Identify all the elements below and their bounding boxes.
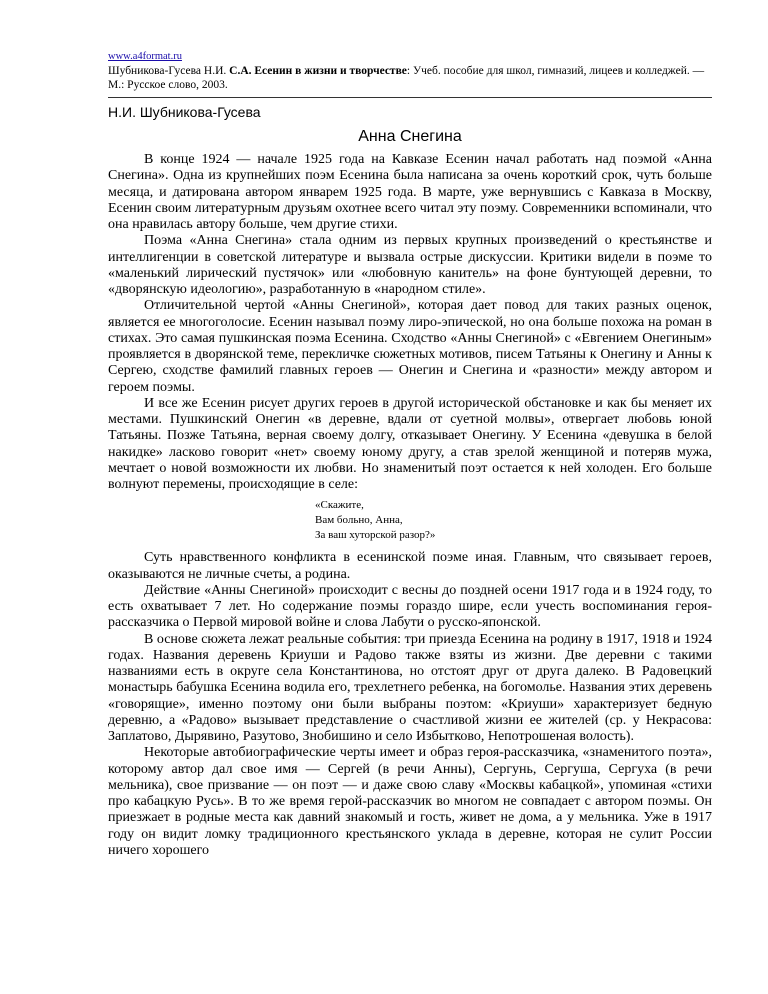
paragraph: Суть нравственного конфликта в есенинской поэме иная. Главным, что связывает героев, оказываются не личные счеты, а родина. [108, 550, 712, 582]
paragraph: Поэма «Анна Снегина» стала одним из первых крупных произведений о крестьянстве и интеллигенции в советской литературе и вызвала острые дискуссии. Критики видели в поэме то «маленький лирический пустячок» или «любовную канитель» на фоне бунтующей деревни, то «дворянскую идеологию», разработанную в «народном стиле». [108, 233, 712, 297]
paragraph: В основе сюжета лежат реальные события: три приезда Есенина на родину в 1917, 1918 и 1924 годах. Названия деревень Криуши и Радово также взяты из жизни. Две деревни с такими названиями есть в округе села Константинова, но отстоят друг от друга далеко. В Радовецкий монастырь бабушка Есенина водила его, трехлетнего ребенка, на богомолье. Названия этих деревень «говорящие», именно поэтому они были выбраны поэтом: «Криуши» характеризует бедную деревню, а «Радово» вызывает представление о счастливой жизни ее жителей (ср. у Некрасова: Заплатово, Дырявино, Разутово, Знобишино и село Избытково, Непотрошеная волость). [108, 631, 712, 744]
verse-line: «Скажите, [315, 499, 364, 512]
citation-publisher: : Учеб. пособие для школ, гимназий, лицеев и колледжей. — М.: Русское слово, 2003. [108, 65, 705, 91]
paragraph: И все же Есенин рисует других героев в другой исторической обстановке и как бы меняет их местами. Пушкинский Онегин «в деревне, вдали от суетной молвы», отвергает любовь юной Татьяны. Позже Татьяна, верная своему долгу, отказывает Онегину. У Есенина «девушка в белой накидке» ласково говорит «нет» своему юному другу, а став зрелой женщиной и потеряв мужа, мечтает о новой возможности их любви. Но знаменитый поэт остается к ней холоден. Его больше волнуют перемены, происходящие в селе: [108, 395, 712, 492]
verse-line: Вам больно, Анна, [315, 514, 403, 527]
article-title: Анна Снегина [358, 128, 462, 145]
header-divider [108, 97, 712, 98]
citation-title: С.А. Есенин в жизни и творчестве [229, 65, 407, 77]
article-author: Н.И. Шубникова-Гусева [108, 104, 261, 120]
verse-line: За ваш хуторской разор?» [315, 529, 436, 542]
citation [108, 64, 712, 92]
paragraph: Отличительной чертой «Анны Снегиной», которая дает повод для таких разных оценок, является ее многоголосие. Есенин называл поэму лиро-эпической, но она больше похожа на роман в стихах. Это самая пушкинская поэма Есенина. Сходство «Анны Снегиной» с «Евгением Онегиным» проявляется в дворянской теме, перекличке сюжетных мотивов, писем Татьяны к Онегину и Анны к Сергею, сходстве фамилий главных героев — Онегин и Снегина и «разности» между автором и героем поэмы. [108, 298, 712, 395]
paragraph: Некоторые автобиографические черты имеет и образ героя-рассказчика, «знаменитого поэта», которому автор дал свое имя — Сергей (в речи Анны), Сергунь, Сергуша, Сергуха (в речи мельника), свое призвание — он поэт — и даже свою славу «Москвы кабацкой», упоминая «стихи про кабацкую Русь». В то же время герой-рассказчик во многом не совпадает с автором поэмы. Он приезжает в родные места как давний знакомый и гость, живет не дома, а у мельника. Уже в 1917 году он видит ломку традиционного крестьянского уклада в деревне, которая не сулит России ничего хорошего [108, 745, 712, 858]
source-header [108, 50, 712, 98]
citation-author: Шубникова-Гусева Н.И. [108, 65, 230, 77]
paragraph: В конце 1924 — начале 1925 года на Кавказе Есенин начал работать над поэмой «Анна Снегина». Одна из крупнейших поэм Есенина была написана за очень короткий срок, чуть больше месяца, и датирована автором январем 1925 года. В марте, уже вернувшись с Кавказа в Москву, Есенин своим литературным друзьям охотнее всего читал эту поэму. Современники вспоминали, что она нравилась автору больше, чем другие стихи. [108, 152, 712, 232]
site-link[interactable]: www.a4format.ru [108, 51, 182, 62]
document-page [108, 50, 712, 859]
article-body [108, 152, 712, 859]
paragraph: Действие «Анны Снегиной» происходит с весны до поздней осени 1917 года и в 1924 году, то есть охватывает 7 лет. Но содержание поэмы гораздо шире, если учесть воспоминания героя-рассказчика о Первой мировой войне и слова Лабути о русско-японской. [108, 582, 712, 631]
verse-quote [315, 498, 712, 543]
